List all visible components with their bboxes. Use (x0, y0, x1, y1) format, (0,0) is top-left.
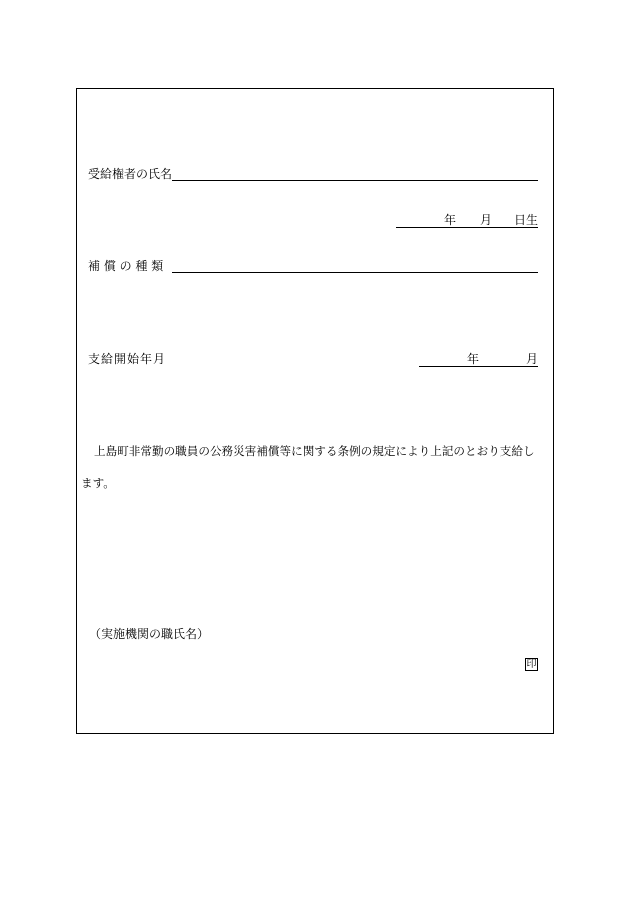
payment-year-label: 年 (467, 352, 480, 366)
compensation-type-label: 補 償 の 種 類 (88, 259, 164, 273)
birth-day-label: 日生 (514, 213, 539, 227)
birth-month-label: 月 (480, 213, 493, 227)
recipient-name-field[interactable] (172, 180, 538, 181)
agency-label: （実施機関の職氏名） (89, 627, 210, 641)
payment-start-field[interactable] (419, 366, 538, 367)
payment-month-label: 月 (526, 352, 539, 366)
birth-year-label: 年 (444, 213, 457, 227)
recipient-name-label: 受給権者の氏名 (88, 167, 173, 181)
seal-mark: 印 (526, 659, 537, 670)
compensation-type-field[interactable] (172, 272, 538, 273)
statement-line-1: 上島町非常勤の職員の公務災害補償等に関する条例の規定により上記のとおり支給し (94, 444, 535, 458)
payment-start-label: 支給開始年月 (88, 352, 167, 366)
birth-date-field[interactable] (396, 227, 538, 228)
statement-line-2: ます。 (81, 476, 115, 490)
